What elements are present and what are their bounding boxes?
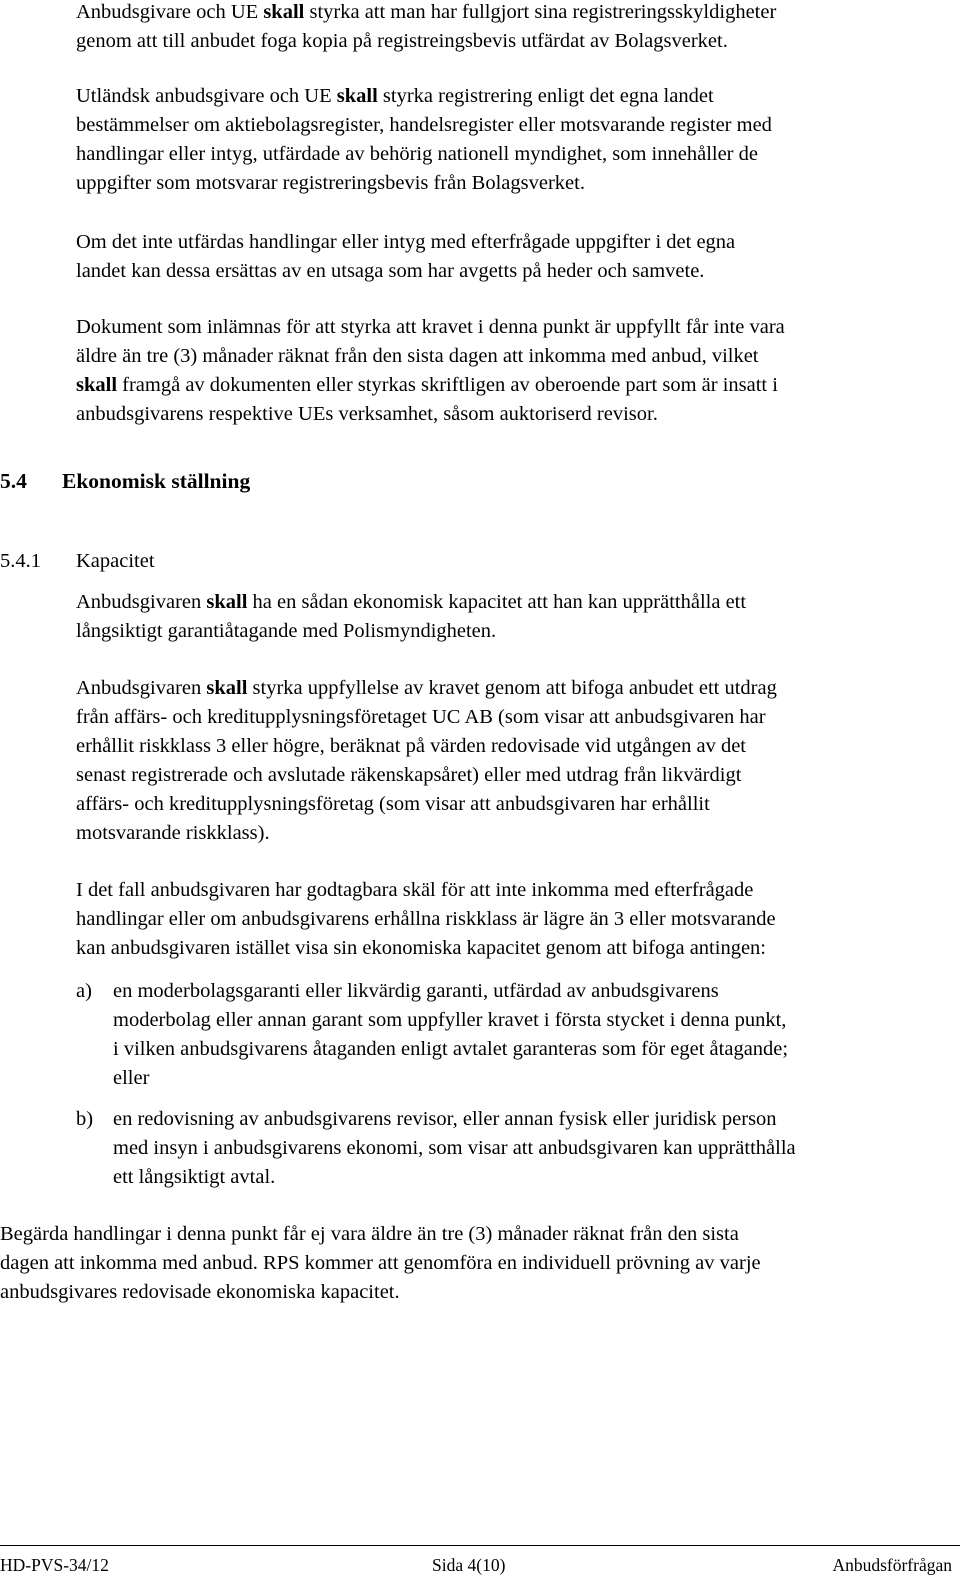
text-line: anbudsgivarens respektive UEs verksamhet, såsom auktoriserd revisor. [76,403,658,425]
text: Anbudsgivaren [76,591,207,613]
text-line: Begärda handlingar i denna punkt får ej vara äldre än tre (3) månader räknat från den sista [0,1223,739,1245]
text: Anbudsgivare och UE [76,1,264,23]
text-line: långsiktigt garantiåtagande med Polismyndigheten. [76,620,497,642]
text-line: en redovisning av anbudsgivarens revisor, eller annan fysisk eller juridisk person [113,1108,777,1130]
text-line [76,674,777,703]
list-marker: a) [76,980,92,1002]
emphasis-text: skall [263,1,305,23]
text-line: Dokument som inlämnas för att styrka att kravet i denna punkt är uppfyllt får inte vara [76,316,785,338]
text: ha en sådan ekonomisk kapacitet att han kan upprätthålla ett [247,591,747,613]
text-line: anbudsgivares redovisade ekonomiska kapacitet. [0,1281,400,1303]
text-line: motsvarande riskklass). [76,822,270,844]
text-line: kan anbudsgivaren istället visa sin ekonomiska kapacitet genom att bifoga antingen: [76,937,766,959]
section-heading [0,467,250,496]
text-line: med insyn i anbudsgivarens ekonomi, som visar att anbudsgivaren kan upprätthålla [113,1137,796,1159]
paragraph-sworn-statement [76,228,735,286]
text-line: genom att till anbudet foga kopia på registreingsbevis utfärdat av Bolagsverket. [76,30,728,52]
text-line: bestämmelser om aktiebolagsregister, handelsregister eller motsvarande register med [76,114,772,136]
section-number: 5.4 [0,469,27,493]
text: styrka registrering enligt det egna landet [377,85,714,107]
text: framgå av dokumenten eller styrkas skriftligen av oberoende part som är insatt i [117,374,778,396]
text: Utländsk anbudsgivare och UE [76,85,337,107]
paragraph-credit-report [76,674,777,848]
emphasis-text: skall [206,677,248,699]
text-line: dagen att inkomma med anbud. RPS kommer att genomföra en individuell prövning av varje [0,1252,761,1274]
text-line: ett långsiktigt avtal. [113,1166,276,1188]
text: styrka att man har fullgjort sina registreringsskyldigheter [304,1,777,23]
page-number: Sida 4(10) [432,1555,506,1575]
paragraph-document-review [0,1220,761,1307]
text-line: äldre än tre (3) månader räknat från den sista dagen att inkomma med anbud, vilket [76,345,759,367]
list-item-text [113,977,788,1093]
document-reference: HD-PVS-34/12 [0,1555,109,1575]
text-line: i vilken anbudsgivarens åtaganden enligt avtalet garanteras som för eget åtagande; [113,1038,789,1060]
text-line [76,371,785,400]
list-item-text [113,1105,796,1192]
text-line: landet kan dessa ersättas av en utsaga som har avgetts på heder och samvete. [76,260,705,282]
text-line: eller [113,1067,150,1089]
text-line [76,82,772,111]
text-line: I det fall anbudsgivaren har godtagbara skäl för att inte inkomma med efterfrågade [76,879,754,901]
list-marker: b) [76,1108,94,1130]
subsection-heading [0,547,155,576]
paragraph-registration-obligations [76,0,776,56]
text-line: från affärs- och kreditupplysningsföretaget UC AB (som visar att anbudsgivaren har [76,706,766,728]
subsection-title: Kapacitet [76,550,155,572]
paragraph-capacity-requirement [76,588,746,646]
subsection-number: 5.4.1 [0,550,41,572]
text-line: uppgifter som motsvarar registreringsbevis från Bolagsverket. [76,172,585,194]
section-title: Ekonomisk ställning [62,469,251,493]
text-line: affärs- och kreditupplysningsföretag (som visar att anbudsgivaren har erhållit [76,793,710,815]
emphasis-text: skall [76,374,118,396]
paragraph-foreign-registration [76,82,772,198]
paragraph-document-age [76,313,785,429]
text-line: Om det inte utfärdas handlingar eller intyg med efterfrågade uppgifter i det egna [76,231,736,253]
text: Anbudsgivaren [76,677,207,699]
text-line: handlingar eller om anbudsgivarens erhållna riskklass är lägre än 3 eller motsvarande [76,908,776,930]
text-line [76,0,776,27]
page-footer [0,1545,960,1581]
text: styrka uppfyllelse av kravet genom att bifoga anbudet ett utdrag [247,677,777,699]
text-line: erhållit riskklass 3 eller högre, beräknat på värden redovisade vid utgången av det [76,735,746,757]
document-type: Anbudsförfrågan [832,1555,952,1575]
paragraph-alternative-proof [76,876,776,963]
emphasis-text: skall [206,591,248,613]
emphasis-text: skall [336,85,378,107]
text-line: moderbolag eller annan garant som uppfyller kravet i första stycket i denna punkt, [113,1009,787,1031]
text-line: en moderbolagsgaranti eller likvärdig garanti, utfärdad av anbudsgivarens [113,980,719,1002]
text-line [76,588,746,617]
text-line: senast registrerade och avslutade räkenskapsåret) eller med utdrag från likvärdigt [76,764,742,786]
text-line: handlingar eller intyg, utfärdade av behörig nationell myndighet, som innehåller de [76,143,758,165]
